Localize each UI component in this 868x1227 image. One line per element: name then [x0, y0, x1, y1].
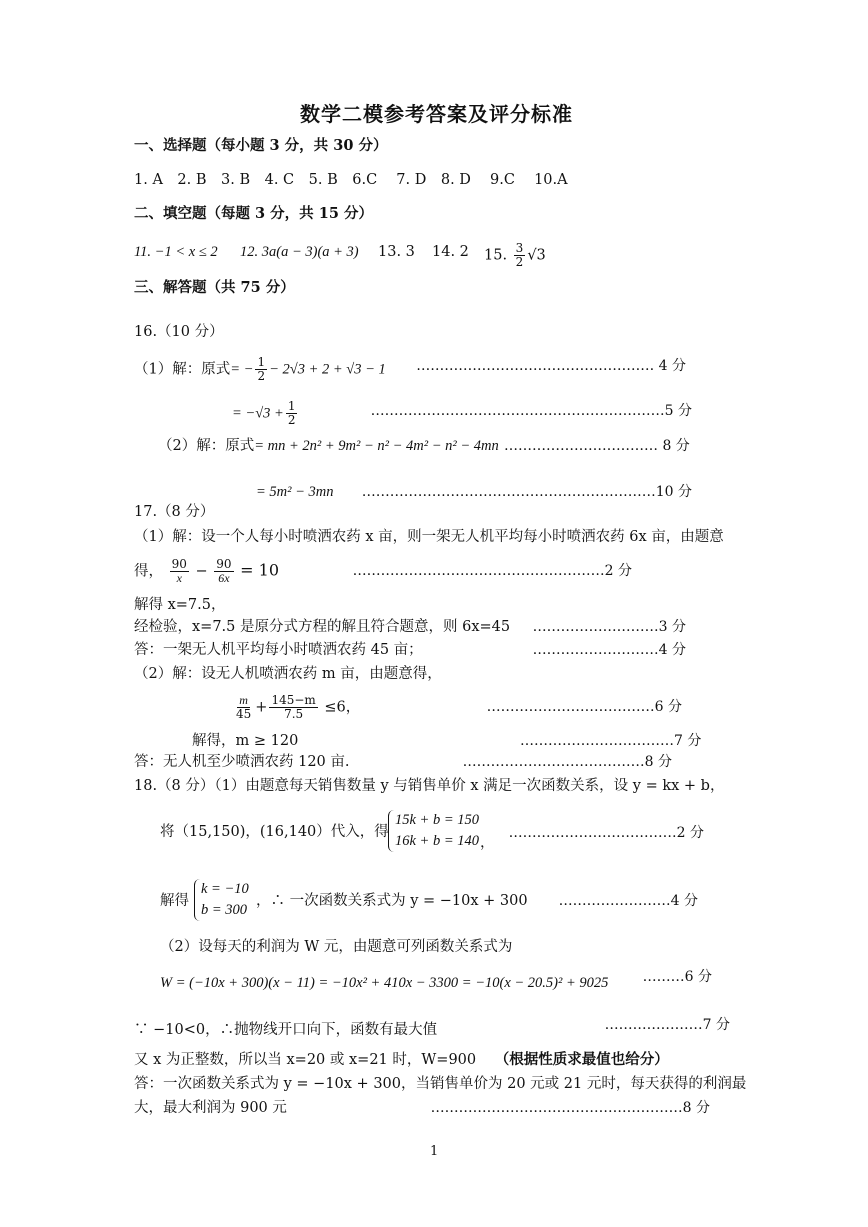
- page-number: 1: [430, 1144, 439, 1159]
- q16-score-10: ………………………………………………………10 分: [361, 484, 692, 500]
- fraction-numerator: 90: [216, 557, 232, 571]
- fraction-numerator: 1: [257, 355, 266, 369]
- q17-answer1: 答：一架无人机平均每小时喷洒农药 45 亩；: [134, 642, 423, 658]
- q16-part1-label: （1）解：原式: [134, 361, 231, 378]
- fraction-numerator: 90: [171, 557, 187, 571]
- q17-equation: 得， $\frac{90}{x}$ − $\frac{90}{6x}$ = 10: [134, 557, 280, 585]
- fill-answer-11: 11. −1 < x ≤ 2: [134, 244, 218, 260]
- q17-equation-rhs: = 10: [240, 560, 280, 580]
- fraction-numerator: 3: [515, 241, 524, 255]
- q17-score-6: ………………………………6 分: [486, 699, 682, 715]
- q16-part1-line1: [134, 356, 386, 383]
- q17-score-7: ……………………………7 分: [520, 733, 702, 749]
- system-row: k = −10: [201, 881, 249, 897]
- choice-answers: 1. A 2. B 3. B 4. C 5. B 6.C 7. D 8. D 9.C 10.A: [134, 172, 568, 188]
- fraction-denominator: 2: [257, 369, 266, 383]
- q18-score-2: ………………………………2 分: [508, 825, 704, 841]
- q18-integer-case-text: 又 x 为正整数，所以当 x=20 或 x=21 时，W=900: [134, 1052, 477, 1068]
- root-three: √3: [527, 247, 546, 264]
- q16-score-4: …………………………………………… 4 分: [416, 358, 686, 374]
- system-row: 15k + b = 150: [395, 812, 480, 828]
- q18-score-6: ………6 分: [642, 969, 712, 985]
- q16-part2-line1: [158, 436, 499, 456]
- q17-answer2: 答：无人机至少喷洒农药 120 亩.: [134, 754, 350, 770]
- q18-linear-function: ，∴ 一次函数关系式为 y = −10x + 300: [256, 893, 528, 909]
- fill-answer-14: 14. 2: [432, 244, 469, 260]
- fraction: [255, 356, 267, 383]
- q17-part2-setup: （2）解：设无人机喷洒农药 m 亩，由题意得，: [134, 666, 442, 682]
- section-heading-fill: 二、填空题（每题 3 分，共 15 分）: [134, 205, 373, 222]
- q17-check: 经检验，x=7.5 是原分式方程的解且符合题意，则 6x=45: [134, 619, 511, 635]
- fraction-denominator: 45: [236, 707, 252, 721]
- fraction-numerator: 145−m: [271, 693, 316, 707]
- q18-score-4: ……………………4 分: [558, 893, 698, 909]
- section-heading-choice: 一、选择题（每小题 3 分，共 30 分）: [134, 137, 388, 154]
- fraction: [170, 558, 189, 585]
- q16-part1-expr-a: = −: [230, 361, 254, 378]
- q18-score-7: …………………7 分: [604, 1017, 730, 1033]
- fill-answer-13: 13. 3: [378, 244, 415, 260]
- q18-integer-case: [134, 1050, 669, 1070]
- fraction-denominator: 2: [287, 413, 296, 427]
- q18-answer-line2: 大，最大利润为 900 元: [134, 1100, 287, 1116]
- q17-inequality-rhs: ≤6，: [324, 699, 361, 716]
- q16-part2-label: （2）解：原式: [158, 438, 255, 454]
- fraction-numerator: 1: [287, 399, 296, 413]
- q18-solve-label: 解得: [160, 893, 189, 909]
- fraction-denominator: x: [176, 571, 182, 585]
- q18-grading-note: （根据性质求最值也给分）: [494, 1051, 669, 1068]
- fraction-denominator: 2: [515, 255, 524, 269]
- q17-solution: 解得 x=7.5，: [134, 597, 226, 613]
- q18-max-reason: ∵ −10<0，∴抛物线开口向下，函数有最大值: [134, 1022, 438, 1038]
- page-title: 数学二模参考答案及评分标准: [300, 102, 573, 126]
- fraction: [269, 694, 317, 721]
- q17-part1-setup: （1）解：设一个人每小时喷洒农药 x 亩，则一架无人机平均每小时喷洒农药 6x 亩，由题意: [134, 529, 724, 545]
- fraction: [514, 242, 526, 269]
- system-comma: ，: [480, 835, 495, 851]
- q18-substitute: 将（15,150)，(16,140）代入，得: [160, 824, 389, 840]
- plus-sign: +: [255, 699, 268, 716]
- q17-score-3: ………………………3 分: [532, 619, 686, 635]
- q16-part1-line2-expr: = −√3 +: [232, 405, 284, 422]
- q18-answer-line1: 答：一次函数关系式为 y = −10x + 300，当销售单价为 20 元或 21 元时，每天获得的利润最: [134, 1076, 747, 1092]
- q18-equation-system-2: [194, 879, 249, 921]
- q18-part2-setup: （2）设每天的利润为 W 元，由题意可列函数关系式为: [160, 939, 513, 955]
- fraction-denominator: 6x: [218, 571, 230, 585]
- q16-part1-line2: [232, 400, 299, 427]
- fraction: [214, 558, 233, 585]
- fill-answer-15-label: 15.: [484, 247, 508, 264]
- fraction-denominator: 7.5: [284, 707, 304, 721]
- fraction: [286, 400, 298, 427]
- q17-equation-prefix: 得，: [134, 563, 163, 580]
- q16-part2-line2: = 5m² − 3mn: [256, 484, 334, 500]
- fill-answer-12: 12. 3a(a − 3)(a + 3): [240, 244, 359, 260]
- q18-profit-function: W = (−10x + 300)(x − 11) = −10x² + 410x − 3300 = −10(x − 20.5)² + 9025: [160, 975, 609, 991]
- fill-answer-15: [484, 242, 546, 269]
- q17-score-2: ………………………………………………2 分: [352, 563, 632, 579]
- q16-score-5: ………………………………………………………5 分: [370, 403, 692, 419]
- q16-heading: 16.（10 分）: [134, 324, 224, 340]
- q18-score-8: ………………………………………………8 分: [430, 1100, 710, 1116]
- section-heading-solve: 三、解答题（共 75 分）: [134, 279, 295, 296]
- fraction: [234, 694, 253, 721]
- q17-inequality: [232, 694, 360, 721]
- q18-part1-setup: 18.（8 分）（1）由题意每天销售数量 y 与销售单价 x 满足一次函数关系，设 y = kx + b，: [134, 778, 725, 794]
- q17-result: 解得，m ≥ 120: [192, 733, 299, 749]
- q16-part2-expr: = mn + 2n² + 9m² − n² − 4m² − n² − 4mn: [254, 438, 499, 454]
- q17-score-4: ………………………4 分: [532, 642, 686, 658]
- q16-part1-expr-b: − 2√3 + 2 + √3 − 1: [269, 361, 386, 378]
- q17-heading: 17.（8 分）: [134, 504, 215, 520]
- fraction-numerator: m: [239, 693, 248, 707]
- system-row: b = 300: [201, 902, 248, 918]
- system-row: 16k + b = 140: [395, 833, 480, 849]
- q18-equation-system-1: [388, 810, 479, 852]
- q16-score-8: …………………………… 8 分: [504, 438, 690, 454]
- q17-score-8: …………………………………8 分: [462, 754, 672, 770]
